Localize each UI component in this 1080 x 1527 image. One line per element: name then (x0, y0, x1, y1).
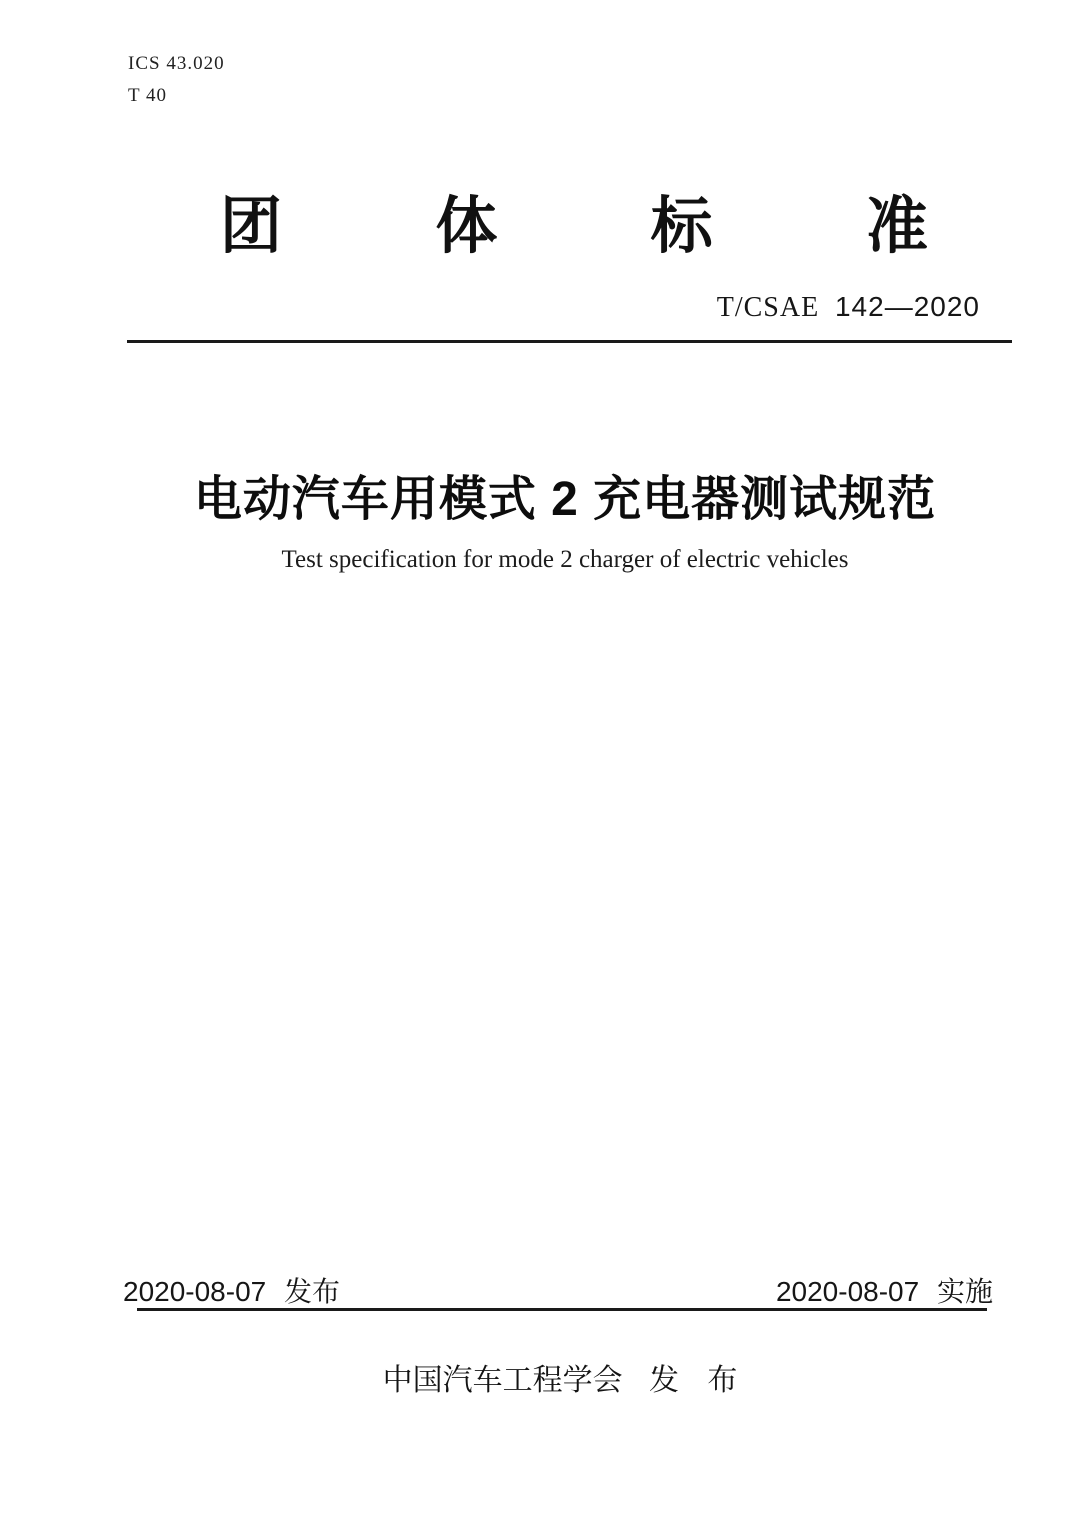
standard-type-char: 团 (220, 192, 283, 261)
class-code: T 40 (128, 85, 168, 106)
standard-type-char: 标 (650, 192, 713, 261)
publisher-action: 发 布 (649, 1364, 748, 1397)
publisher-name: 中国汽车工程学会 (382, 1364, 623, 1397)
document-title-english: Test specification for mode 2 charger of electric vehicles (281, 546, 849, 573)
standard-type-heading (220, 194, 928, 260)
standard-type-char: 准 (865, 192, 928, 261)
standard-type-char: 体 (435, 192, 498, 261)
publisher-line (50, 1355, 1080, 1399)
classification-codes (128, 48, 225, 112)
issue-date: 2020-08-07 (123, 1276, 267, 1307)
standard-number-code: 142—2020 (834, 291, 980, 322)
standard-number (717, 292, 980, 323)
implement-date-group (776, 1270, 993, 1310)
date-row (123, 1270, 993, 1310)
top-horizontal-rule (127, 340, 1012, 343)
issue-label: 发布 (284, 1276, 341, 1307)
issue-date-group (123, 1270, 340, 1310)
standard-number-prefix: T/CSAE (716, 292, 820, 323)
document-title-chinese: 电动汽车用模式 2 充电器测试规范 (193, 473, 937, 526)
implement-label: 实施 (936, 1276, 993, 1307)
bottom-horizontal-rule (137, 1308, 987, 1311)
ics-code: ICS 43.020 (128, 53, 225, 74)
implement-date: 2020-08-07 (775, 1276, 920, 1307)
